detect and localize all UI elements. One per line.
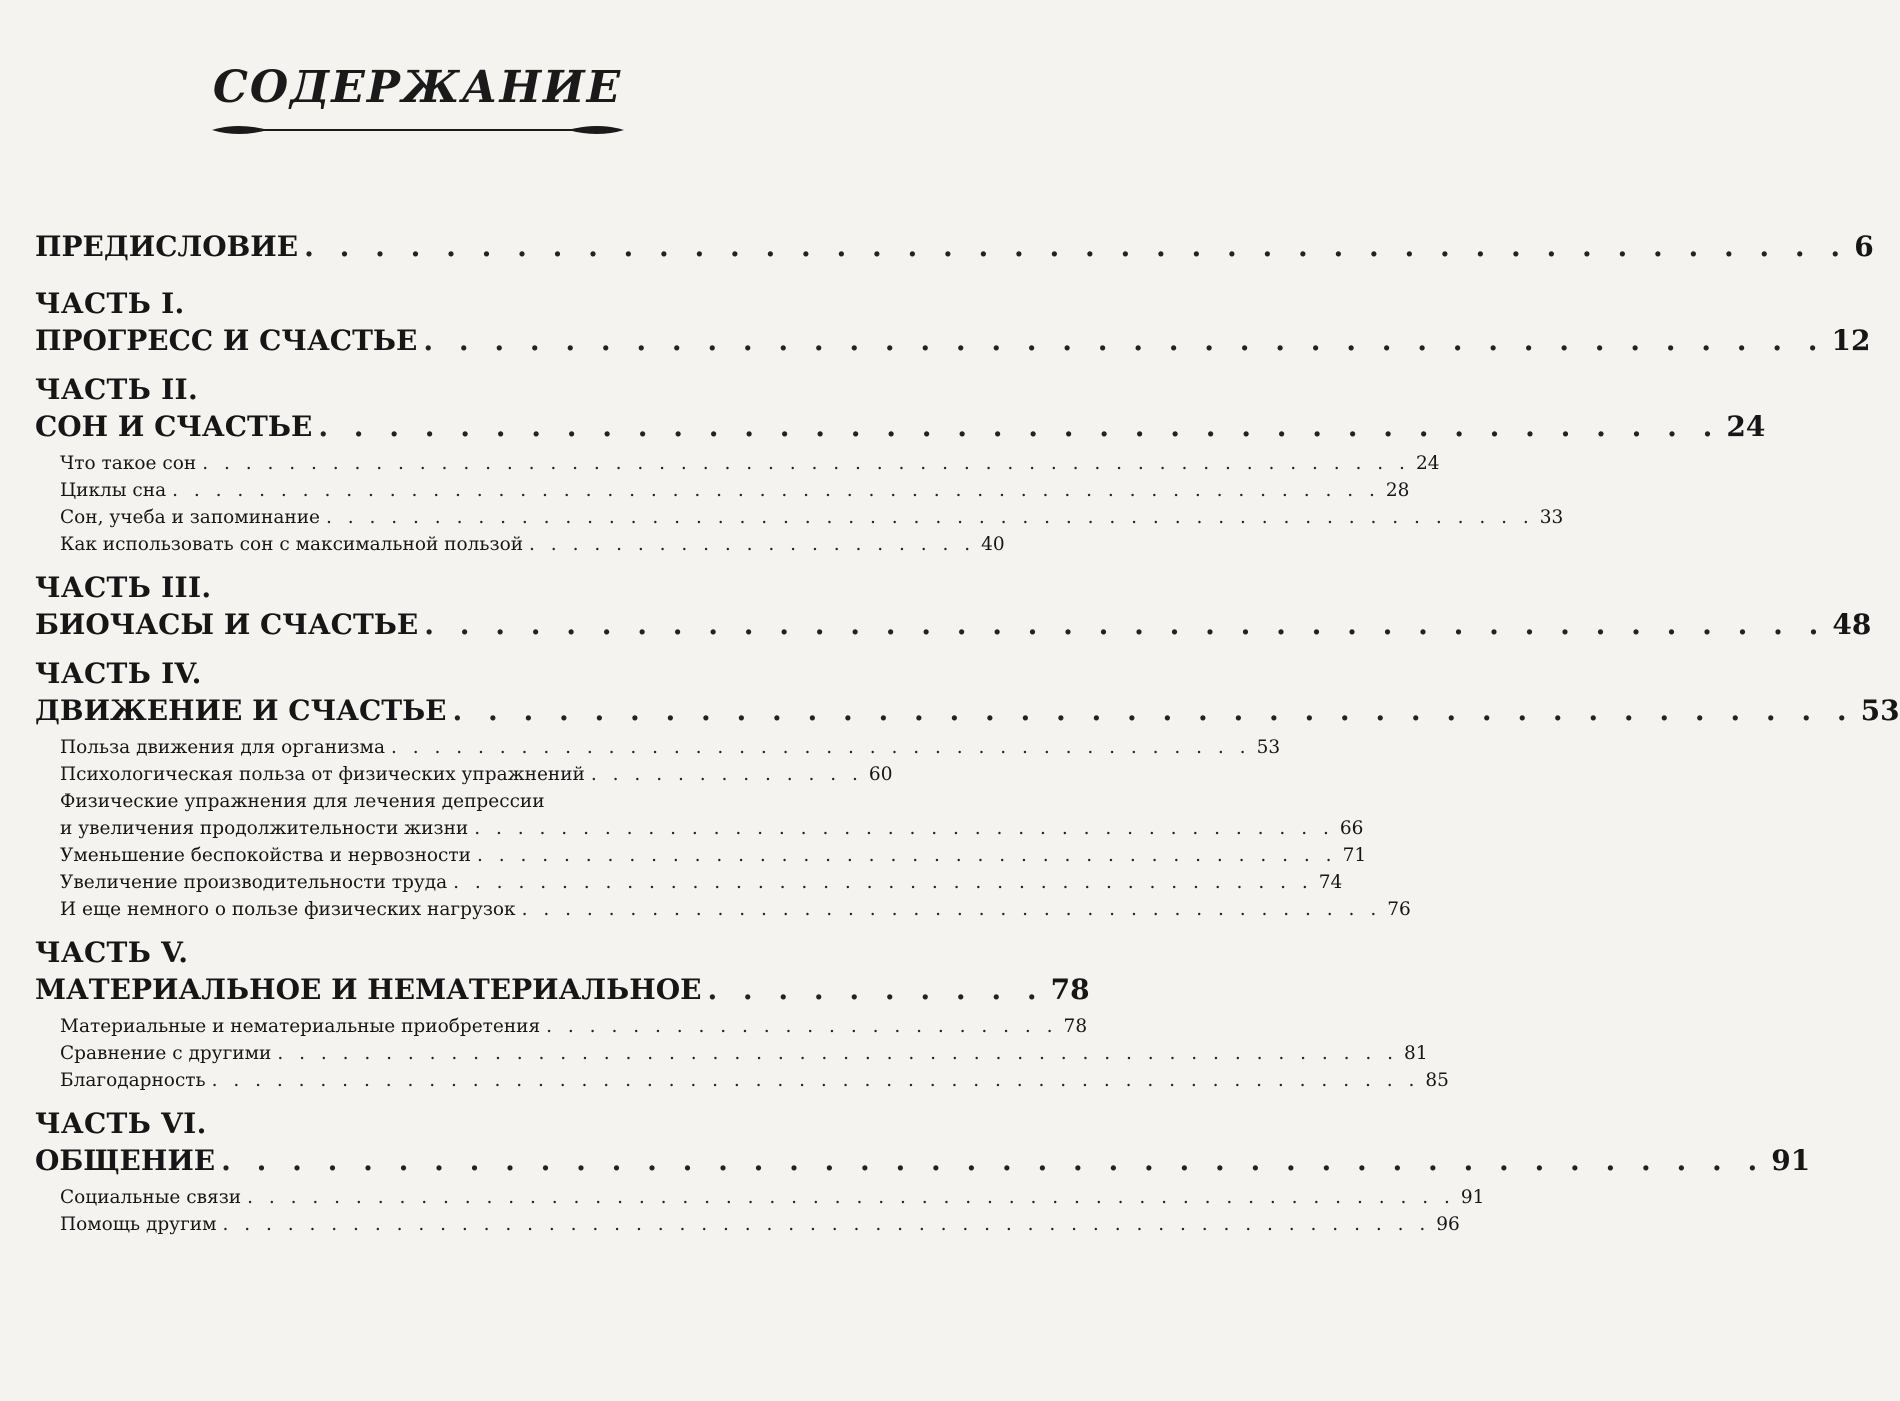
dot-leader: . . . . . . . . . . . . . bbox=[590, 764, 863, 785]
toc-entry-part-6[interactable] bbox=[35, 1142, 1811, 1180]
toc-subentry[interactable] bbox=[35, 1184, 1485, 1211]
toc-page-number: 74 bbox=[1318, 872, 1343, 893]
subentry-title: И еще немного о пользе физических нагрузок bbox=[60, 899, 516, 920]
toc-part-1 bbox=[35, 286, 1871, 360]
part-label: ЧАСТЬ I. bbox=[35, 287, 185, 320]
toc-page-number: 96 bbox=[1436, 1214, 1460, 1235]
toc-subentry[interactable] bbox=[35, 869, 1343, 896]
part-title: МАТЕРИАЛЬНОЕ И НЕМАТЕРИАЛЬНОЕ bbox=[35, 973, 702, 1006]
part-label: ЧАСТЬ III. bbox=[35, 571, 212, 604]
part-title: БИОЧАСЫ И СЧАСТЬЕ bbox=[35, 608, 419, 641]
subentry-title: Что такое сон bbox=[60, 453, 197, 474]
toc-subentry[interactable] bbox=[35, 1013, 1088, 1040]
toc-subentry[interactable] bbox=[35, 734, 1281, 761]
toc-part-4 bbox=[35, 656, 1900, 923]
ornamental-rule-icon bbox=[208, 120, 628, 140]
toc-part-5 bbox=[35, 935, 1449, 1094]
subentry-title: Помощь другим bbox=[60, 1214, 217, 1235]
subentry-title: Сон, учеба и запоминание bbox=[60, 507, 320, 528]
toc-subentry[interactable] bbox=[35, 504, 1564, 531]
toc-subsection-list bbox=[35, 1013, 1449, 1094]
dot-leader: . . . . . . . . . . . . . . . . . . . . . . . . . . . . . . . . . . . . . . . . bbox=[423, 324, 1826, 357]
dot-leader: . . . . . . . . . . . . . . . . . . . . . bbox=[529, 534, 976, 555]
toc-page-number: 85 bbox=[1425, 1070, 1449, 1091]
subentry-title: Благодарность bbox=[60, 1070, 206, 1091]
toc-subentry[interactable] bbox=[35, 896, 1411, 923]
part-label: ЧАСТЬ IV. bbox=[35, 657, 202, 690]
toc-page-number: 60 bbox=[868, 764, 893, 785]
dot-leader: . . . . . . . . . . . . . . . . . . . . . . . . . . . . . . . . . . . . . . . . . . . . . . . . . . . . . . . . bbox=[211, 1070, 1420, 1091]
toc-page-number: 24 bbox=[1415, 453, 1440, 474]
toc-entry-part-4[interactable] bbox=[35, 692, 1900, 730]
subentry-title: Как использовать сон с максимальной пользой bbox=[60, 534, 524, 555]
toc-page-number: 33 bbox=[1539, 507, 1564, 528]
dot-leader: . . . . . . . . . . . . . . . . . . . . . . . . . . . . . . . . . . . . . . . . . . . . . . . . . . . . . . . . bbox=[222, 1214, 1431, 1235]
dot-leader: . . . . . . . . . . . . . . . . . . . . . . . . . . . . . . . . . . . . . . . . bbox=[476, 845, 1337, 866]
toc-page-number: 40 bbox=[981, 534, 1005, 555]
dot-leader: . . . . . . . . . . . . . . . . . . . . . . . . . . . . . . . . . . . . . . . . . . . . . . . . . . . . . . . . bbox=[172, 480, 1380, 501]
toc-entry-part-5[interactable] bbox=[35, 971, 1090, 1009]
dot-leader: . . . . . . . . . . . . . . . . . . . . . . . . . . . . . . . . . . . . . . . . bbox=[474, 818, 1334, 839]
toc-entry-part-3[interactable] bbox=[35, 606, 1872, 644]
toc-page-number: 53 bbox=[1860, 694, 1900, 727]
part-label: ЧАСТЬ VI. bbox=[35, 1107, 207, 1140]
toc-subentry[interactable] bbox=[35, 1040, 1428, 1067]
toc-entry-part-1[interactable] bbox=[35, 322, 1871, 360]
dot-leader: . . . . . . . . . . bbox=[707, 973, 1045, 1006]
toc-subsection-list bbox=[35, 450, 1564, 558]
toc-page-number: 78 bbox=[1050, 973, 1090, 1006]
dot-leader: . . . . . . . . . . . . . . . . . . . . . . . . . . . . . . . . . . . . . . . . . . . . bbox=[221, 1144, 1766, 1177]
dot-leader: . . . . . . . . . . . . . . . . . . . . . . . . . . . . . . . . . . . . . . . . bbox=[390, 737, 1251, 758]
dot-leader: . . . . . . . . . . . . . . . . . . . . . . . . . . . . . . . . . . . . . . . . . . . . . . . . . . . . . . . . bbox=[202, 453, 1410, 474]
part-title: СОН И СЧАСТЬЕ bbox=[35, 410, 313, 443]
toc-entry-title: ПРЕДИСЛОВИЕ bbox=[35, 230, 299, 263]
toc-page-number: 12 bbox=[1831, 324, 1871, 357]
toc-page-number: 76 bbox=[1387, 899, 1411, 920]
toc-subentry[interactable] bbox=[35, 450, 1440, 477]
preface-section bbox=[35, 228, 1874, 266]
toc-page-number: 71 bbox=[1342, 845, 1367, 866]
subentry-title: Уменьшение беспокойства и нервозности bbox=[60, 845, 471, 866]
toc-page-number: 6 bbox=[1854, 230, 1874, 263]
toc-page-number: 28 bbox=[1385, 480, 1410, 501]
dot-leader: . . . . . . . . . . . . . . . . . . . . . . . . . . . . . . . . . . . . . . . . bbox=[452, 694, 1855, 727]
contents-heading-block bbox=[200, 58, 635, 138]
toc-page-number: 53 bbox=[1256, 737, 1281, 758]
subentry-title-first-line: Физические упражнения для лечения депрессии bbox=[60, 791, 545, 812]
toc-subentry[interactable] bbox=[35, 842, 1367, 869]
toc-page-number: 24 bbox=[1726, 410, 1766, 443]
table-of-contents bbox=[35, 228, 1900, 1250]
toc-subentry[interactable] bbox=[35, 815, 1364, 842]
toc-subentry[interactable] bbox=[35, 1067, 1449, 1094]
toc-entry-part-2[interactable] bbox=[35, 408, 1766, 446]
subentry-title: Социальные связи bbox=[60, 1187, 242, 1208]
subentry-title: Сравнение с другими bbox=[60, 1043, 272, 1064]
toc-subentry[interactable] bbox=[35, 477, 1410, 504]
subentry-title: Увеличение производительности труда bbox=[60, 872, 448, 893]
toc-part-3 bbox=[35, 570, 1872, 644]
subentry-title: Циклы сна bbox=[60, 480, 167, 501]
subentry-title: Польза движения для организма bbox=[60, 737, 385, 758]
dot-leader: . . . . . . . . . . . . . . . . . . . . . . . . . . . . . . . . . . . . . . . . bbox=[521, 899, 1382, 920]
toc-part-6 bbox=[35, 1106, 1811, 1238]
dot-leader: . . . . . . . . . . . . . . . . . . . . . . . . . . . . . . . . . . . . . . . . bbox=[424, 608, 1827, 641]
toc-page-number: 78 bbox=[1063, 1016, 1088, 1037]
toc-page-number: 81 bbox=[1404, 1043, 1428, 1064]
dot-leader: . . . . . . . . . . . . . . . . . . . . . . . . . . . . . . . . . . . . . . . . . . . . . . . . . . . . . . . . bbox=[326, 507, 1534, 528]
toc-page-number: 48 bbox=[1832, 608, 1872, 641]
dot-leader: . . . . . . . . . . . . . . . . . . . . . . . . . . . . . . . . . . . . . . . . bbox=[453, 872, 1313, 893]
toc-subentry[interactable] bbox=[35, 531, 1005, 558]
dot-leader: . . . . . . . . . . . . . . . . . . . . . . . . . . . . . . . . . . . . . . . . . . . . . . . . . . . . bbox=[277, 1043, 1399, 1064]
toc-part-2 bbox=[35, 372, 1766, 558]
dot-leader: . . . . . . . . . . . . . . . . . . . . . . . . bbox=[546, 1016, 1058, 1037]
dot-leader: . . . . . . . . . . . . . . . . . . . . . . . . . . . . . . . . . . . . . . . . . . . . bbox=[304, 230, 1849, 263]
toc-page-number: 91 bbox=[1771, 1144, 1811, 1177]
toc-subentry[interactable] bbox=[35, 1211, 1460, 1238]
toc-entry-preface[interactable] bbox=[35, 228, 1874, 266]
part-label: ЧАСТЬ II. bbox=[35, 373, 198, 406]
part-label: ЧАСТЬ V. bbox=[35, 936, 189, 969]
toc-subsection-list bbox=[35, 734, 1411, 923]
page-title: СОДЕРЖАНИЕ bbox=[212, 62, 623, 113]
subentry-title: Материальные и нематериальные приобретения bbox=[60, 1016, 541, 1037]
part-title: ДВИЖЕНИЕ И СЧАСТЬЕ bbox=[35, 694, 447, 727]
toc-subsection-list bbox=[35, 1184, 1485, 1238]
subentry-title: Психологическая польза от физических упражнений bbox=[60, 764, 585, 785]
dot-leader: . . . . . . . . . . . . . . . . . . . . . . . . . . . . . . . . . . . . . . . . . . . . . . . . . . . . . . . . bbox=[247, 1187, 1455, 1208]
toc-page-number: 91 bbox=[1460, 1187, 1485, 1208]
toc-subentry[interactable] bbox=[35, 761, 893, 788]
toc-page-number: 66 bbox=[1339, 818, 1364, 839]
dot-leader: . . . . . . . . . . . . . . . . . . . . . . . . . . . . . . . . . . . . . . . . bbox=[318, 410, 1721, 443]
part-title: ОБЩЕНИЕ bbox=[35, 1144, 216, 1177]
part-title: ПРОГРЕСС И СЧАСТЬЕ bbox=[35, 324, 418, 357]
subentry-title: и увеличения продолжительности жизни bbox=[60, 818, 469, 839]
